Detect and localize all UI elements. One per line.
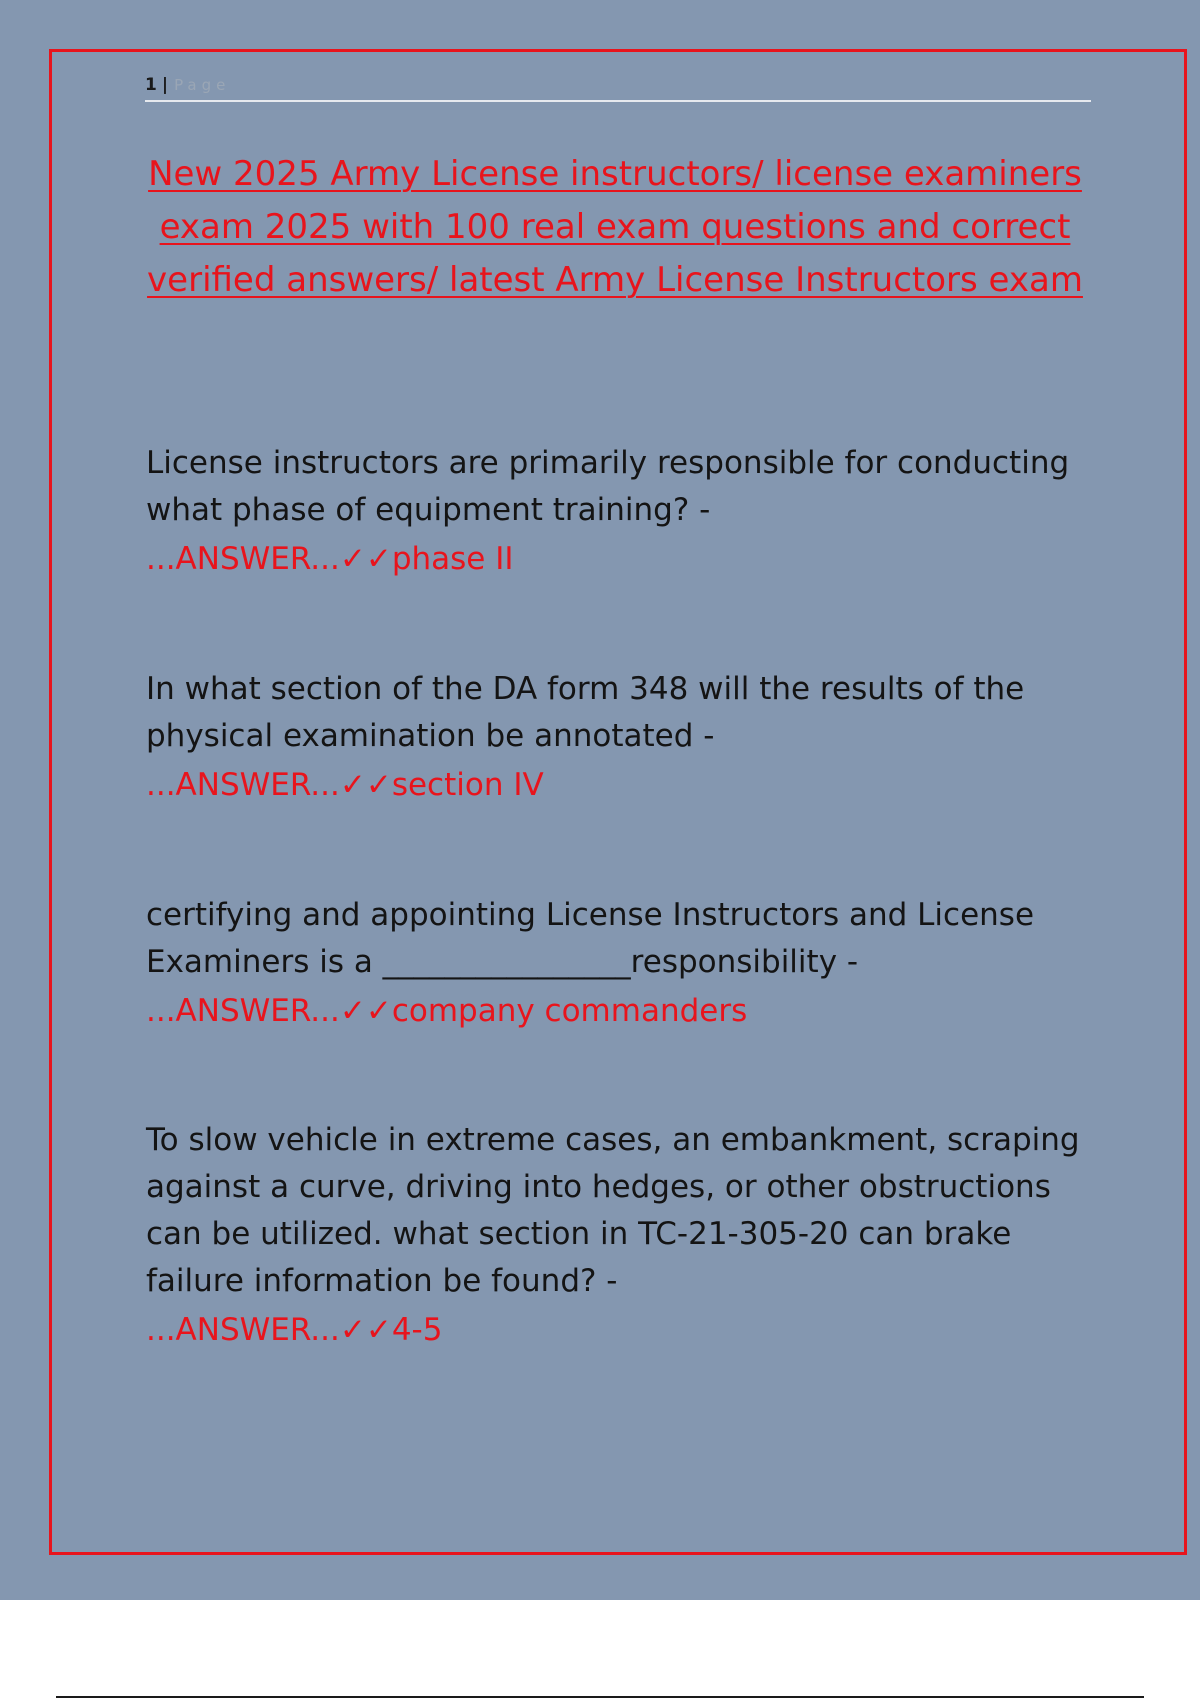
- question-text: certifying and appointing License Instructors and License Examiners is a ________________responsibility -: [146, 897, 1035, 980]
- page-header: [145, 72, 1091, 102]
- question-block-2: [146, 666, 1101, 810]
- page-number: 1: [145, 75, 157, 95]
- document-title: New 2025 Army License instructors/ license examiners exam 2025 with 100 real exam questions and correct verified answers/ latest Army License Instructors exam: [147, 154, 1083, 300]
- question-text: In what section of the DA form 348 will the results of the physical examination be annotated -: [146, 671, 1025, 754]
- answer-text: ...ANSWER...✓✓4-5: [146, 1312, 443, 1348]
- answer-text: ...ANSWER...✓✓phase II: [146, 541, 514, 577]
- question-block-4: [146, 1117, 1101, 1355]
- question-block-1: [146, 440, 1101, 584]
- page-separator: |: [161, 75, 169, 95]
- next-page-top-rule: [56, 1696, 1144, 1698]
- page-label: Page: [174, 76, 231, 94]
- question-text: To slow vehicle in extreme cases, an embankment, scraping against a curve, driving into hedges, or other obstructions can be utilized. what section in TC-21-305-20 can brake failure information be found? -: [146, 1122, 1080, 1299]
- answer-text: ...ANSWER...✓✓company commanders: [146, 993, 748, 1029]
- answer-text: ...ANSWER...✓✓section IV: [146, 767, 544, 803]
- question-text: License instructors are primarily responsible for conducting what phase of equipment training? -: [146, 445, 1070, 528]
- question-block-3: [146, 892, 1101, 1036]
